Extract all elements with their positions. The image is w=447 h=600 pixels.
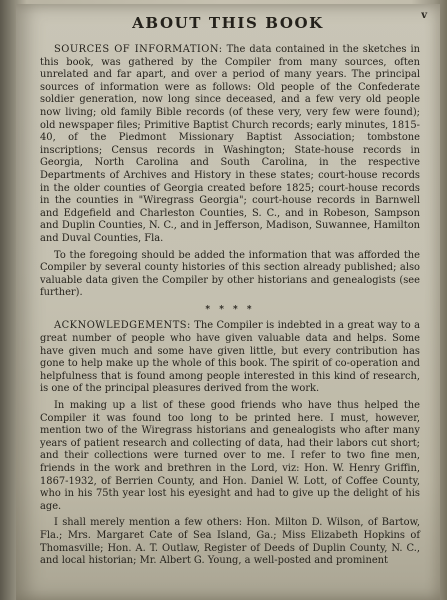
sources-body: The data contained in the sketches in this book, was gathered by the Compiler from many sources, often unrelated and far apart, and over a period of many years. The principal sources of information were as follows: Old people of the Confederate soldier generation, now long since deceased, and a few very old people now living; old family Bible records (of these very, very few were found); old newspaper files; Primitive Baptist Church records; early minutes, 1815-40, of the Piedmont Missionary Baptist Association; tombstone inscriptions; Census records in Washington; State-house records in Georgia, North Carolina and South Carolina, in the respective Departments of Archives and History in these states; court-house records in the older counties of Georgia created before 1825; court-house records in the counties in "Wiregrass Georgia"; court-house records in Barnwell and Edgefield and Charleston Counties, S. C., and in Robeson, Sampson and Duplin Counties, N. C., and in Jefferson, Madison, Suwannee, Hamilton and Duval Counties, Fla. [40,44,421,244]
page-number: v [421,10,427,21]
making-up-paragraph: In making up a list of these good friends who have thus helped the Compiler it was found too long to be printed here. I must, however, mention two of the Wiregrass historians and genealogists who after many years of patient research and collecting of data, had their labors cut short; and their collections were turned over to me. I refer to two fine men, friends in the work and brethren in the Lord, viz: Hon. W. Henry Griffin, 1867-1932, of Berrien County, and Hon. Daniel W. Lott, of Coffee County, who in his 75th year lost his eyesight and had to give up the delight of his age. [40,400,420,512]
acknowledgements-heading: ACKNOWLEDGEMENTS: [54,320,191,332]
foregoing-paragraph: To the foregoing should be added the information that was afforded the Compiler by several county histories of this section already published; also valuable data given the Compiler by other historians and genealogists (see further). [40,249,420,299]
sources-paragraph [40,44,420,246]
section-separator: * * * * [205,304,255,315]
acknowledgements-body: The Compiler is indebted in a great way to a great number of people who have given valuable data and helps. Some have given much and some have given little, but every contribution has gone to help make up the whole of this book. The spirit of co-operation and helpfulness that is found among people interested in this kind of research, is one of the principal pleasures derived from the work. [40,320,420,395]
acknowledgements-paragraph [40,320,420,396]
book-page [16,4,440,600]
page-content [40,44,420,572]
page-title: ABOUT THIS BOOK [132,14,324,32]
sources-heading: SOURCES OF INFORMATION: [54,44,223,55]
mention-paragraph: I shall merely mention a few others: Hon. Milton D. Wilson, of Bartow, Fla.; Mrs. Margaret Cate of Sea Island, Ga.; Miss Elizabeth Hopkins of Thomasville; Hon. A. T. Outlaw, Register of Deeds of Duplin County, N. C., and local historian; Mr. Albert G. Young, a well-posted and prominent [40,517,420,567]
